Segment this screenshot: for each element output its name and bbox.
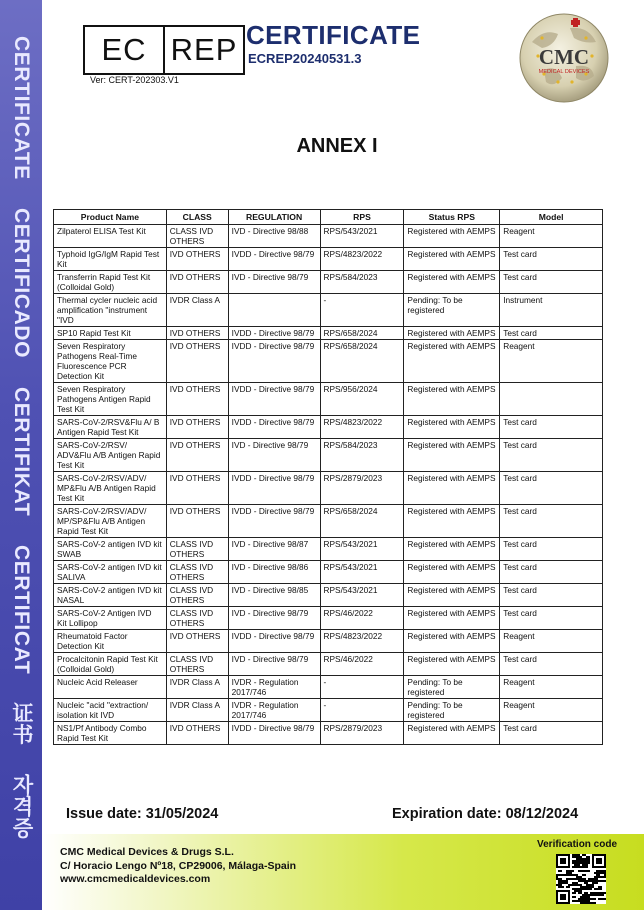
cell-rps: RPS/584/2023 [320, 271, 404, 294]
table-row [54, 294, 603, 327]
cell-class: IVD OTHERS [166, 340, 228, 383]
cell-product: SARS-CoV-2 antigen IVD kit NASAL [54, 584, 167, 607]
cell-status: Registered with AEMPS [404, 271, 500, 294]
ec-label: EC [85, 27, 165, 73]
table-row [54, 538, 603, 561]
cell-product: Seven Respiratory Pathogens Antigen Rapid Test Kit [54, 383, 167, 416]
cell-model: Test card [500, 327, 603, 340]
cell-product: SP10 Rapid Test Kit [54, 327, 167, 340]
cell-regulation: IVD - Directive 98/88 [228, 225, 320, 248]
cell-rps: RPS/658/2024 [320, 327, 404, 340]
company-name: CMC Medical Devices & Drugs S.L. [60, 846, 234, 858]
cell-regulation: IVD - Directive 98/79 [228, 439, 320, 472]
cell-status: Registered with AEMPS [404, 327, 500, 340]
cell-status: Registered with AEMPS [404, 538, 500, 561]
cell-status: Registered with AEMPS [404, 630, 500, 653]
cell-class: IVD OTHERS [166, 248, 228, 271]
cmc-logo-icon [514, 8, 614, 104]
cell-class: CLASS IVD OTHERS [166, 225, 228, 248]
table-row [54, 584, 603, 607]
cell-product: SARS-CoV-2 Antigen IVD Kit Lollipop [54, 607, 167, 630]
cell-rps: RPS/46/2022 [320, 607, 404, 630]
cell-model: Test card [500, 472, 603, 505]
verification-label: Verification code [537, 839, 618, 850]
rep-label: REP [170, 32, 238, 67]
table-row [54, 439, 603, 472]
cell-model: Test card [500, 271, 603, 294]
cell-product: Nucleic Acid Releaser [54, 676, 167, 699]
cell-model: Test card [500, 248, 603, 271]
cell-model: Reagent [500, 676, 603, 699]
table-row [54, 248, 603, 271]
cell-product: SARS-CoV-2/RSV&Flu A/ B Antigen Rapid Test Kit [54, 416, 167, 439]
cell-status: Registered with AEMPS [404, 505, 500, 538]
cell-model: Reagent [500, 699, 603, 722]
logo-text: CMC [538, 45, 590, 69]
table-row [54, 722, 603, 745]
qr-code-icon[interactable] [556, 854, 606, 904]
table-row [54, 271, 603, 294]
cell-status: Registered with AEMPS [404, 225, 500, 248]
cell-model: Test card [500, 416, 603, 439]
cell-rps: RPS/543/2021 [320, 561, 404, 584]
sidebar-word: 자격증 [10, 773, 33, 839]
cell-regulation: IVD - Directive 98/86 [228, 561, 320, 584]
certificate-code: ECREP20240531.3 [248, 51, 362, 66]
cell-product: SARS-CoV-2 antigen IVD kit SWAB [54, 538, 167, 561]
cell-regulation: IVDD - Directive 98/79 [228, 383, 320, 416]
cell-rps: RPS/4823/2022 [320, 248, 404, 271]
cell-status: Pending: To be registered [404, 676, 500, 699]
cell-status: Pending: To be registered [404, 294, 500, 327]
cell-rps: RPS/658/2024 [320, 505, 404, 538]
cell-class: IVD OTHERS [166, 416, 228, 439]
cell-product: SARS-CoV-2/RSV/ADV/ MP&Flu A/B Antigen Rapid Test Kit [54, 472, 167, 505]
cell-regulation: IVDD - Directive 98/79 [228, 472, 320, 505]
cell-model: Reagent [500, 340, 603, 383]
col-header-product: Product Name [54, 210, 167, 225]
sidebar-word: CERTIFICAT [10, 544, 33, 674]
cell-product: Nucleic "acid "extraction/ isolation kit IVD [54, 699, 167, 722]
cell-rps: RPS/956/2024 [320, 383, 404, 416]
table-row [54, 653, 603, 676]
cell-model: Test card [500, 584, 603, 607]
cell-product: SARS-CoV-2/RSV/ADV/ MP/SP&Flu A/B Antigen Rapid Test Kit [54, 505, 167, 538]
company-info [60, 846, 296, 887]
cell-regulation: IVDR - Regulation 2017/746 [228, 676, 320, 699]
cell-status: Pending: To be registered [404, 699, 500, 722]
cell-regulation: IVDD - Directive 98/79 [228, 505, 320, 538]
cell-class: IVD OTHERS [166, 630, 228, 653]
ec-rep-symbol [83, 25, 245, 75]
col-header-regulation: REGULATION [228, 210, 320, 225]
col-header-rps: RPS [320, 210, 404, 225]
cell-regulation: IVDD - Directive 98/79 [228, 630, 320, 653]
table-header-row [54, 210, 603, 225]
cell-model: Test card [500, 538, 603, 561]
cell-product: Seven Respiratory Pathogens Real-Time Fluorescence PCR Detection Kit [54, 340, 167, 383]
cell-class: IVD OTHERS [166, 439, 228, 472]
cell-rps: RPS/2879/2023 [320, 472, 404, 505]
table-row [54, 505, 603, 538]
cell-class: IVDR Class A [166, 699, 228, 722]
cell-class: CLASS IVD OTHERS [166, 561, 228, 584]
cell-rps: RPS/543/2021 [320, 584, 404, 607]
cell-rps: RPS/543/2021 [320, 538, 404, 561]
col-header-class: CLASS [166, 210, 228, 225]
products-table [53, 209, 603, 745]
cell-rps: RPS/543/2021 [320, 225, 404, 248]
cell-product: SARS-CoV-2 antigen IVD kit SALIVA [54, 561, 167, 584]
cell-status: Registered with AEMPS [404, 584, 500, 607]
cell-class: CLASS IVD OTHERS [166, 653, 228, 676]
cell-status: Registered with AEMPS [404, 472, 500, 505]
cell-status: Registered with AEMPS [404, 561, 500, 584]
cell-class: IVD OTHERS [166, 505, 228, 538]
version-label: Ver: CERT-202303.V1 [90, 75, 179, 85]
cell-regulation: IVD - Directive 98/87 [228, 538, 320, 561]
cell-regulation: IVDD - Directive 98/79 [228, 248, 320, 271]
cell-status: Registered with AEMPS [404, 416, 500, 439]
cell-regulation: IVDD - Directive 98/79 [228, 327, 320, 340]
cell-class: IVD OTHERS [166, 383, 228, 416]
cell-regulation: IVDR - Regulation 2017/746 [228, 699, 320, 722]
cell-class: IVDR Class A [166, 294, 228, 327]
cell-product: Transferrin Rapid Test Kit (Colloidal Gold) [54, 271, 167, 294]
sidebar-word: 证书 [10, 702, 33, 746]
table-row [54, 416, 603, 439]
cell-regulation: IVD - Directive 98/79 [228, 271, 320, 294]
cell-rps: RPS/584/2023 [320, 439, 404, 472]
table-body [54, 225, 603, 745]
sidebar-word: CERTIFICATE [10, 36, 33, 180]
cell-model: Test card [500, 653, 603, 676]
cell-model: Test card [500, 607, 603, 630]
table-row [54, 561, 603, 584]
cell-model: Test card [500, 561, 603, 584]
cell-class: CLASS IVD OTHERS [166, 538, 228, 561]
cell-class: IVD OTHERS [166, 722, 228, 745]
table-row [54, 225, 603, 248]
annex-title: ANNEX I [296, 135, 378, 157]
cell-rps: RPS/658/2024 [320, 340, 404, 383]
table-row [54, 383, 603, 416]
company-website: www.cmcmedicaldevices.com [60, 873, 211, 885]
cell-status: Registered with AEMPS [404, 439, 500, 472]
table-row [54, 630, 603, 653]
cell-class: CLASS IVD OTHERS [166, 607, 228, 630]
cell-class: IVD OTHERS [166, 327, 228, 340]
sidebar-word: CERTIFIKAT [10, 386, 33, 517]
cell-rps: RPS/4823/2022 [320, 416, 404, 439]
sidebar-words [6, 36, 36, 866]
cell-regulation: IVDD - Directive 98/79 [228, 340, 320, 383]
col-header-model: Model [500, 210, 603, 225]
cell-rps: - [320, 676, 404, 699]
logo-subtext: MEDICAL DEVICES [538, 69, 590, 75]
cell-regulation: IVD - Directive 98/85 [228, 584, 320, 607]
cell-class: IVD OTHERS [166, 472, 228, 505]
cell-model [500, 383, 603, 416]
cell-rps: RPS/2879/2023 [320, 722, 404, 745]
cell-product: NS1/Pf Antibody Combo Rapid Test Kit [54, 722, 167, 745]
table-row [54, 676, 603, 699]
cell-regulation: IVD - Directive 98/79 [228, 607, 320, 630]
cell-model: Test card [500, 439, 603, 472]
cell-model: Reagent [500, 630, 603, 653]
cell-product: Typhoid IgG/IgM Rapid Test Kit [54, 248, 167, 271]
cell-status: Registered with AEMPS [404, 722, 500, 745]
cell-regulation [228, 294, 320, 327]
table-row [54, 327, 603, 340]
cell-model: Test card [500, 722, 603, 745]
cell-rps: - [320, 294, 404, 327]
table-row [54, 607, 603, 630]
cell-status: Registered with AEMPS [404, 248, 500, 271]
cell-regulation: IVDD - Directive 98/79 [228, 416, 320, 439]
cell-class: CLASS IVD OTHERS [166, 584, 228, 607]
issue-date: Issue date: 31/05/2024 [66, 806, 219, 822]
cell-rps: RPS/4823/2022 [320, 630, 404, 653]
cell-product: Zilpaterol ELISA Test Kit [54, 225, 167, 248]
cell-status: Registered with AEMPS [404, 383, 500, 416]
cell-rps: RPS/46/2022 [320, 653, 404, 676]
cell-regulation: IVD - Directive 98/79 [228, 653, 320, 676]
cell-status: Registered with AEMPS [404, 340, 500, 383]
sidebar-word: CERTIFICADO [10, 208, 33, 359]
table-row [54, 340, 603, 383]
cell-class: IVDR Class A [166, 676, 228, 699]
cell-regulation: IVDD - Directive 98/79 [228, 722, 320, 745]
cell-rps: - [320, 699, 404, 722]
cell-status: Registered with AEMPS [404, 607, 500, 630]
company-address: C/ Horacio Lengo Nº18, CP29006, Málaga-Spain [60, 859, 297, 872]
table-row [54, 699, 603, 722]
cell-model: Test card [500, 505, 603, 538]
cell-product: SARS-CoV-2/RSV/ ADV&Flu A/B Antigen Rapid Test Kit [54, 439, 167, 472]
cell-product: Rheumatoid Factor Detection Kit [54, 630, 167, 653]
cell-status: Registered with AEMPS [404, 653, 500, 676]
cell-class: IVD OTHERS [166, 271, 228, 294]
table-row [54, 472, 603, 505]
cell-model: Reagent [500, 225, 603, 248]
cell-product: Thermal cycler nucleic acid amplification "instrument "IVD [54, 294, 167, 327]
col-header-status: Status RPS [404, 210, 500, 225]
cell-model: Instrument [500, 294, 603, 327]
certificate-title: CERTIFICATE [246, 20, 421, 50]
cell-product: Procalcitonin Rapid Test Kit (Colloidal Gold) [54, 653, 167, 676]
expiration-date: Expiration date: 08/12/2024 [392, 806, 579, 822]
